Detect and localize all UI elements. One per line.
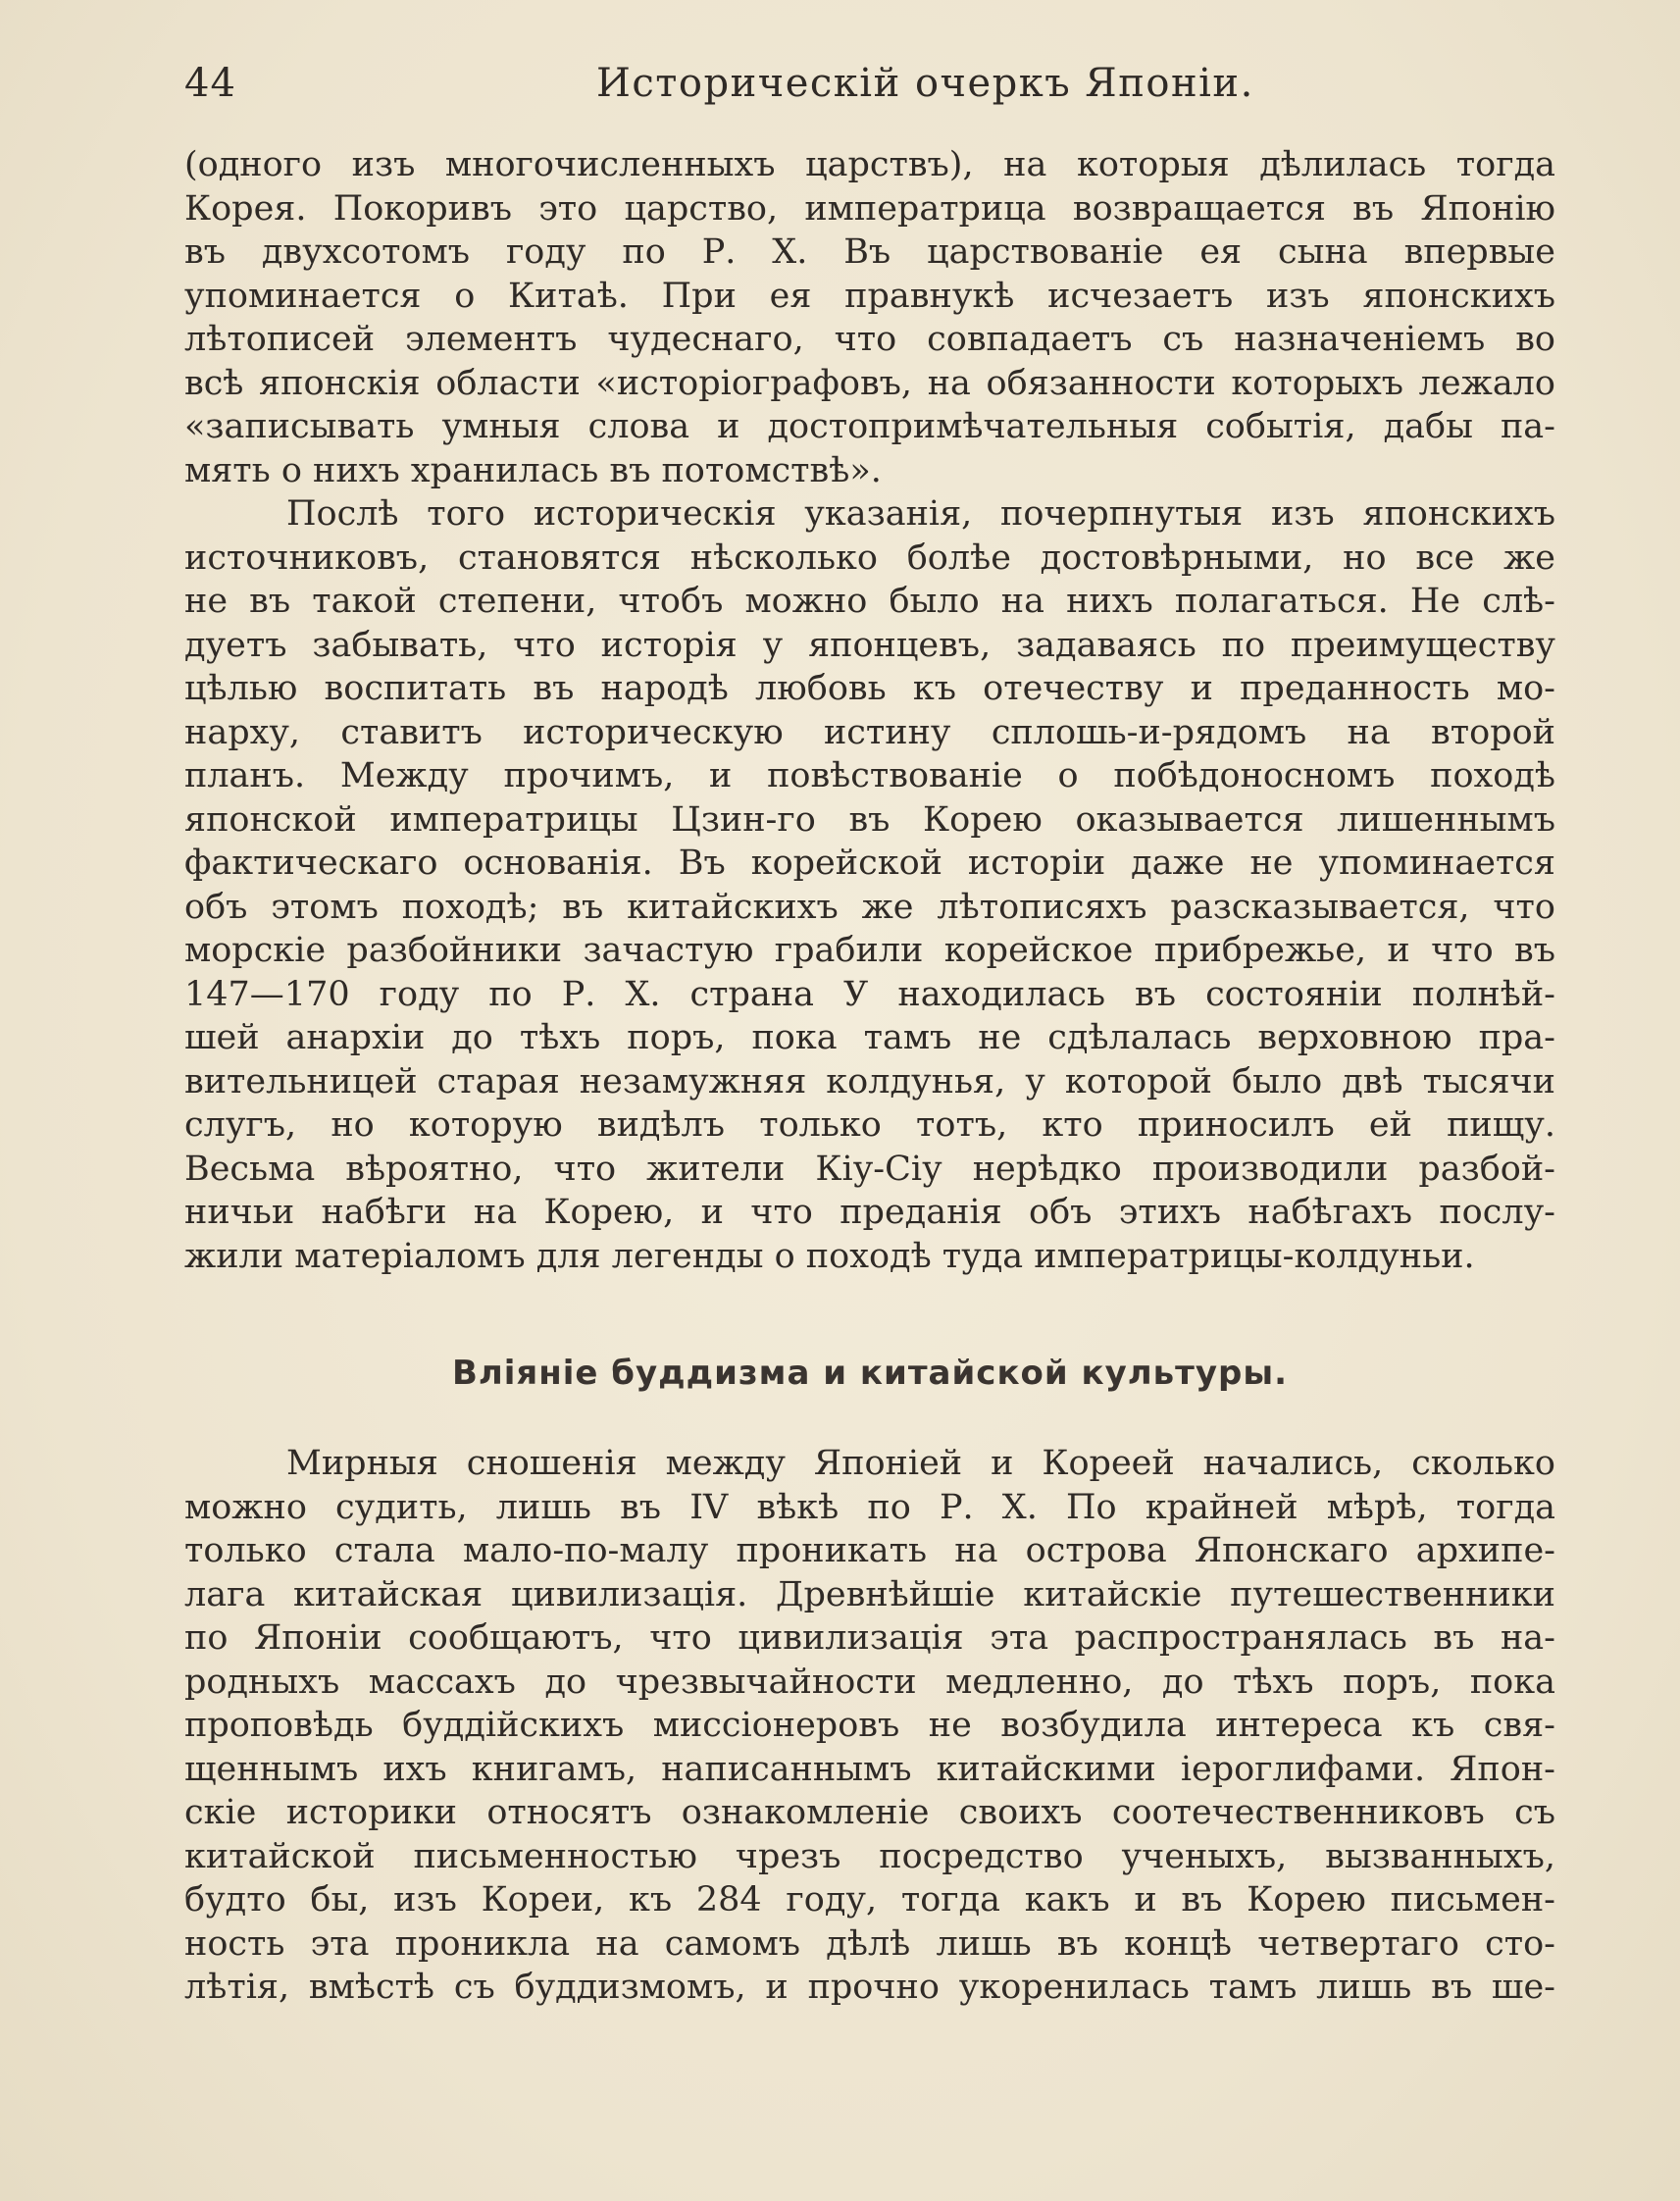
text-line: лѣтія, вмѣстѣ съ буддизмомъ, и прочно укоренилась тамъ лишь въ ше-: [184, 1968, 1555, 2007]
page-header: [184, 61, 1557, 116]
text-line: японской императрицы Цзин-го въ Корею оказывается лишеннымъ: [184, 799, 1555, 840]
text-line: по Японіи сообщаютъ, что цивилизація эта распространялась въ на-: [184, 1618, 1555, 1658]
text-line: 147—170 году по Р. Х. страна У находилась въ состояніи полнѣй-: [184, 974, 1555, 1014]
text-line: морскіе разбойники зачастую грабили корейское прибрежье, и что въ: [184, 931, 1555, 970]
text-line: родныхъ массахъ до чрезвычайности медленно, до тѣхъ поръ, пока: [184, 1662, 1555, 1702]
text-line: мять о нихъ хранилась въ потомствѣ».: [184, 450, 882, 490]
text-line: жили матеріаломъ для легенды о походѣ туда императрицы-колдуньи.: [184, 1236, 1475, 1276]
text-line: только стала мало-по-малу проникать на острова Японскаго архипе-: [184, 1531, 1555, 1570]
text-line: китайской письменностью чрезъ посредство ученыхъ, вызванныхъ,: [184, 1836, 1555, 1876]
paragraph-2: [184, 492, 1555, 1278]
text-line: шей анархіи до тѣхъ поръ, пока тамъ не сдѣлалась верховною пра-: [184, 1018, 1555, 1057]
text-line: будто бы, изъ Кореи, къ 284 году, тогда какъ и въ Корею письмен-: [184, 1880, 1555, 1919]
page-number: 44: [184, 61, 236, 106]
text-line: вительницей старая незамужняя колдунья, у которой было двѣ тысячи: [184, 1061, 1555, 1101]
text-line: ничьи набѣги на Корею, и что преданія объ этихъ набѣгахъ послу-: [184, 1193, 1555, 1232]
text-line: цѣлью воспитать въ народѣ любовь къ отечеству и преданность мо-: [184, 669, 1555, 708]
text-line: дуетъ забывать, что исторія у японцевъ, задаваясь по преимуществу: [184, 625, 1555, 665]
text-line: слугъ, но которую видѣлъ только тотъ, кто приносилъ ей пищу.: [184, 1105, 1555, 1145]
text-line: ность эта проникла на самомъ дѣлѣ лишь въ концѣ четвертаго сто-: [184, 1923, 1555, 1964]
text-line: проповѣдь буддійскихъ миссіонеровъ не возбудила интереса къ свя-: [184, 1706, 1555, 1745]
text-line: упоминается о Китаѣ. При ея правнукѣ исчезаетъ изъ японскихъ: [184, 276, 1555, 316]
text-line: въ двухсотомъ году по Р. Х. Въ царствованіе ея сына впервые: [184, 232, 1555, 272]
text-line: Весьма вѣроятно, что жители Кіу-Сіу нерѣдко производили разбой-: [184, 1149, 1555, 1189]
text-line: Мирныя сношенія между Японіей и Кореей начались, сколько: [286, 1444, 1555, 1483]
text-line: не въ такой степени, чтобъ можно было на нихъ полагаться. Не слѣ-: [184, 582, 1555, 621]
text-line: можно судить, лишь въ IV вѣкѣ по Р. Х. По крайней мѣрѣ, тогда: [184, 1487, 1555, 1527]
text-line: «записывать умныя слова и достопримѣчательныя событія, дабы па-: [184, 407, 1555, 446]
text-line: лага китайская цивилизація. Древнѣйшіе китайскіе путешественники: [184, 1574, 1555, 1614]
text-line: всѣ японскія области «исторіографовъ, на обязанности которыхъ лежало: [184, 363, 1555, 403]
text-line: фактическаго основанія. Въ корейской исторіи даже не упоминается: [184, 844, 1555, 883]
paragraph-1: [184, 143, 1555, 492]
text-line: скіе историки относятъ ознакомленіе своихъ соотечественниковъ съ: [184, 1793, 1555, 1832]
text-line: Корея. Покоривъ это царство, императрица возвращается въ Японію: [184, 188, 1555, 229]
text-line: нарху, ставитъ историческую истину сплошь-и-рядомъ на второй: [184, 712, 1555, 752]
section-heading: Вліяніе буддизма и китайской культуры.: [451, 1354, 1289, 1393]
paragraph-3: [184, 1442, 1555, 2010]
running-title: Историческій очеркъ Японіи.: [596, 61, 1254, 106]
text-line: (одного изъ многочисленныхъ царствъ), на которыя дѣлилась тогда: [184, 145, 1555, 184]
text-line: объ этомъ походѣ; въ китайскихъ же лѣтописяхъ разсказывается, что: [184, 887, 1555, 927]
text-line: щеннымъ ихъ книгамъ, написаннымъ китайскими іероглифами. Япон-: [184, 1749, 1555, 1789]
text-line: планъ. Между прочимъ, и повѣствованіе о побѣдоносномъ походѣ: [184, 756, 1555, 795]
text-line: источниковъ, становятся нѣсколько болѣе достовѣрными, но все же: [184, 537, 1555, 578]
text-line: Послѣ того историческія указанія, почерпнутыя изъ японскихъ: [286, 494, 1555, 534]
text-line: лѣтописей элементъ чудеснаго, что совпадаетъ съ назначеніемъ во: [184, 320, 1555, 359]
